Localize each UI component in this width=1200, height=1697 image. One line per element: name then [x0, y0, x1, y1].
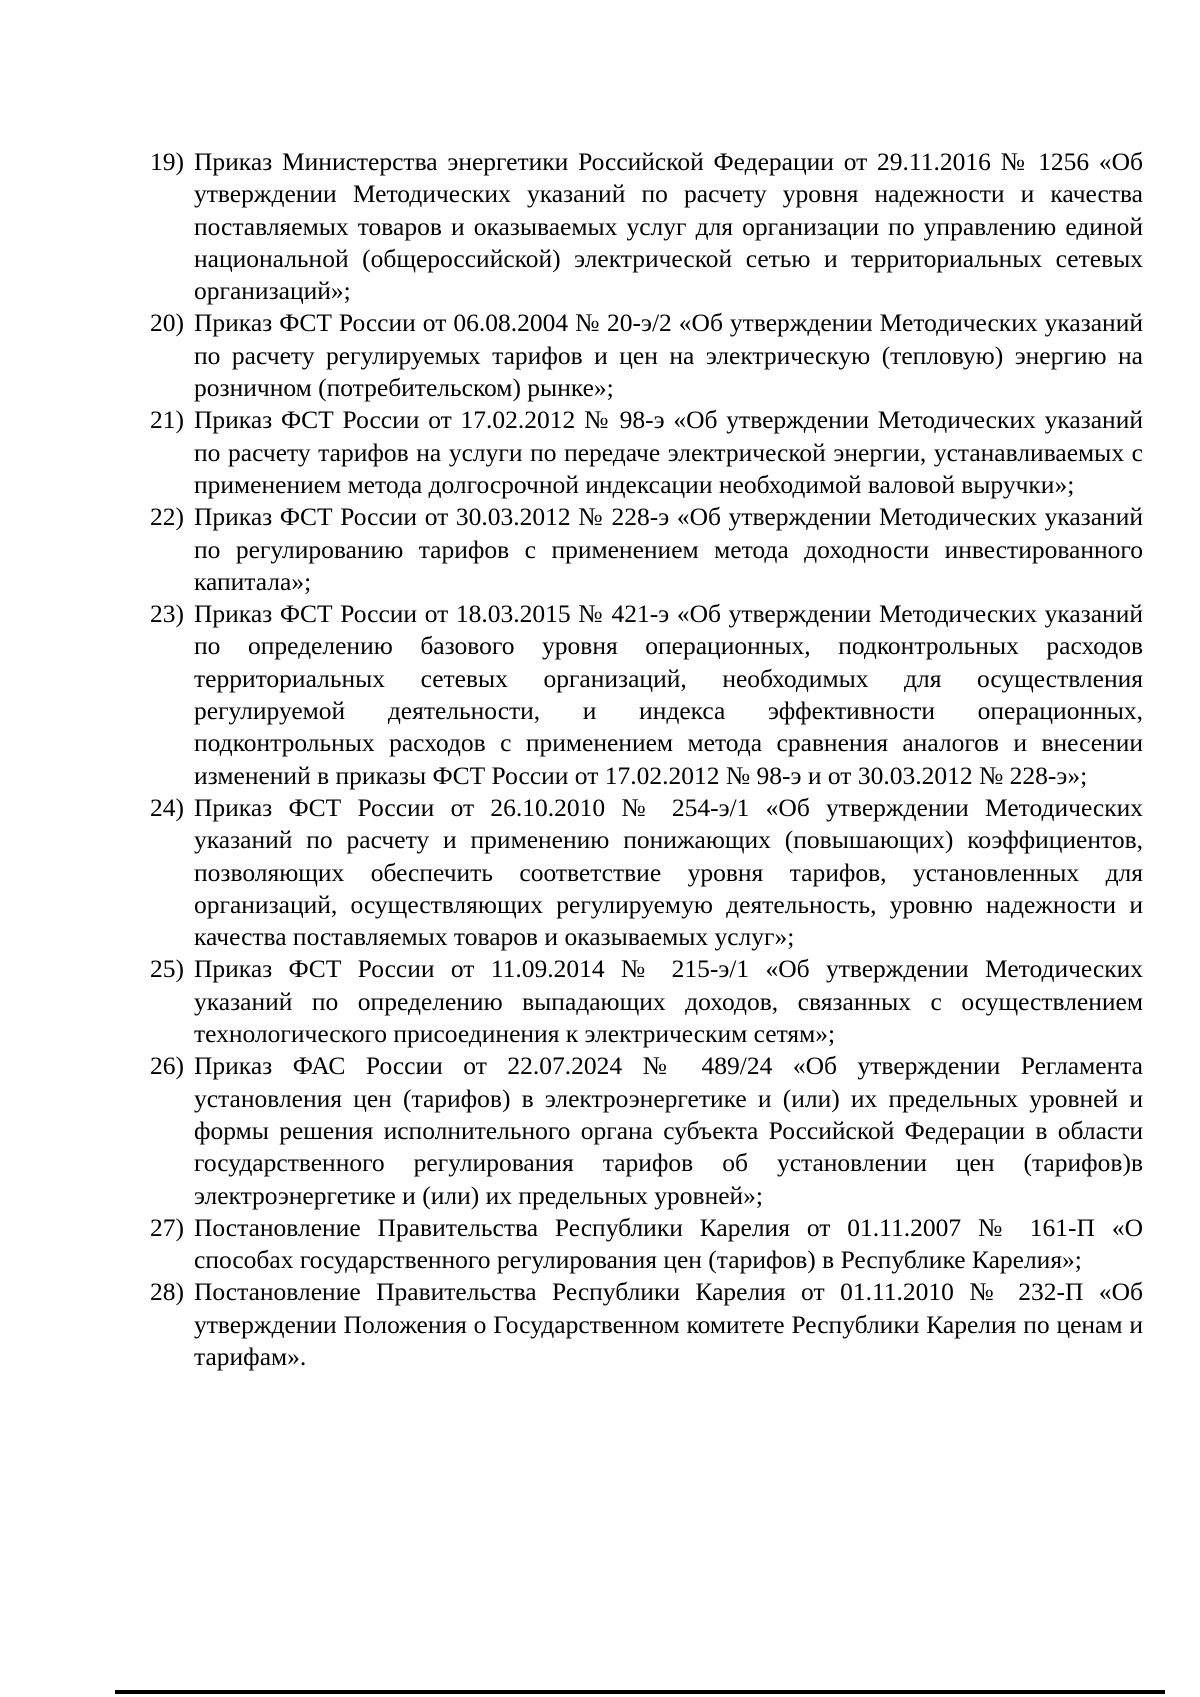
list-item-number: 20): [150, 308, 184, 338]
list-item-number: 25): [150, 954, 184, 984]
list-item-number: 22): [150, 502, 184, 532]
list-item: [150, 307, 1143, 404]
footer-divider: [115, 1690, 1165, 1694]
list-item: [150, 1212, 1143, 1277]
list-item: [150, 501, 1143, 598]
list-item: [150, 1276, 1143, 1373]
list-item: [150, 792, 1143, 953]
list-item-number: 24): [150, 792, 184, 822]
list-item: [150, 598, 1143, 792]
list-item: [150, 146, 1143, 307]
list-item-text: Приказ ФСТ России от 06.08.2004 № 20-э/2 «Об утверждении Методических указаний по расчету регулируемых тарифов и цен на электрическую (тепловую) энергию на розничном (потребительском) рынке»;: [194, 308, 1143, 403]
list-item: [150, 404, 1143, 501]
list-item-number: 23): [150, 599, 184, 629]
list-item-number: 27): [150, 1212, 184, 1242]
list-item-text: Приказ ФСТ России от 11.09.2014 № 215-э/1 «Об утверждении Методических указаний по определению выпадающих доходов, связанных с осуществлением технологического присоединения к электрическим сетям»;: [194, 954, 1143, 1049]
list-item-text: Приказ Министерства энергетики Российской Федерации от 29.11.2016 № 1256 «Об утверждении Методических указаний по расчету уровня надежности и качества поставляемых товаров и оказываемых услуг для организации по управлению единой национальной (общероссийской) электрической сетью и территориальных сетевых организаций»;: [194, 147, 1143, 306]
list-item-text: Приказ ФСТ России от 26.10.2010 № 254-э/1 «Об утверждении Методических указаний по расчету и применению понижающих (повышающих) коэффициентов, позволяющих обеспечить соответствие уровня тарифов, установленных для организаций, осуществляющих регулируемую деятельность, уровню надежности и качества поставляемых товаров и оказываемых услуг»;: [194, 792, 1143, 952]
list-item-number: 28): [150, 1277, 184, 1307]
list-item-text: Постановление Правительства Республики Карелия от 01.11.2010 № 232-П «Об утверждении Положения о Государственном комитете Республики Карелия по ценам и тарифам».: [194, 1277, 1143, 1371]
list-item-number: 19): [150, 147, 184, 176]
list-item-number: 26): [150, 1051, 184, 1081]
list-item: [150, 1050, 1143, 1211]
regulation-list: [150, 146, 1143, 1373]
list-item-number: 21): [150, 405, 184, 435]
list-item-text: Приказ ФСТ России от 17.02.2012 № 98-э «Об утверждении Методических указаний по расчету тарифов на услуги по передаче электрической энергии, устанавливаемых с применением метода долгосрочной индексации необходимой валовой выручки»;: [194, 405, 1143, 499]
list-item-text: Приказ ФСТ России от 18.03.2015 № 421-э «Об утверждении Методических указаний по определению базового уровня операционных, подконтрольных расходов территориальных сетевых организаций, необходимых для осуществления регулируемой деятельности, и индекса эффективности операционных, подконтрольных расходов с применением метода сравнения аналогов и внесении изменений в приказы ФСТ России от 17.02.2012 № 98-э и от 30.03.2012 № 228-э»;: [194, 599, 1143, 790]
list-item: [150, 953, 1143, 1050]
list-item-text: Постановление Правительства Республики Карелия от 01.11.2007 № 161-П «О способах государственного регулирования цен (тарифов) в Республике Карелия»;: [194, 1212, 1143, 1275]
list-item-text: Приказ ФАС России от 22.07.2024 № 489/24 «Об утверждении Регламента установления цен (тарифов) в электроэнергетике и (или) их предельных уровней и формы решения исполнительного органа субъекта Российской Федерации в области государственного регулирования тарифов об установлении цен (тарифов)в электроэнергетике и (или) их предельных уровней»;: [194, 1051, 1143, 1210]
list-item-text: Приказ ФСТ России от 30.03.2012 № 228-э «Об утверждении Методических указаний по регулированию тарифов с применением метода доходности инвестированного капитала»;: [194, 502, 1143, 596]
